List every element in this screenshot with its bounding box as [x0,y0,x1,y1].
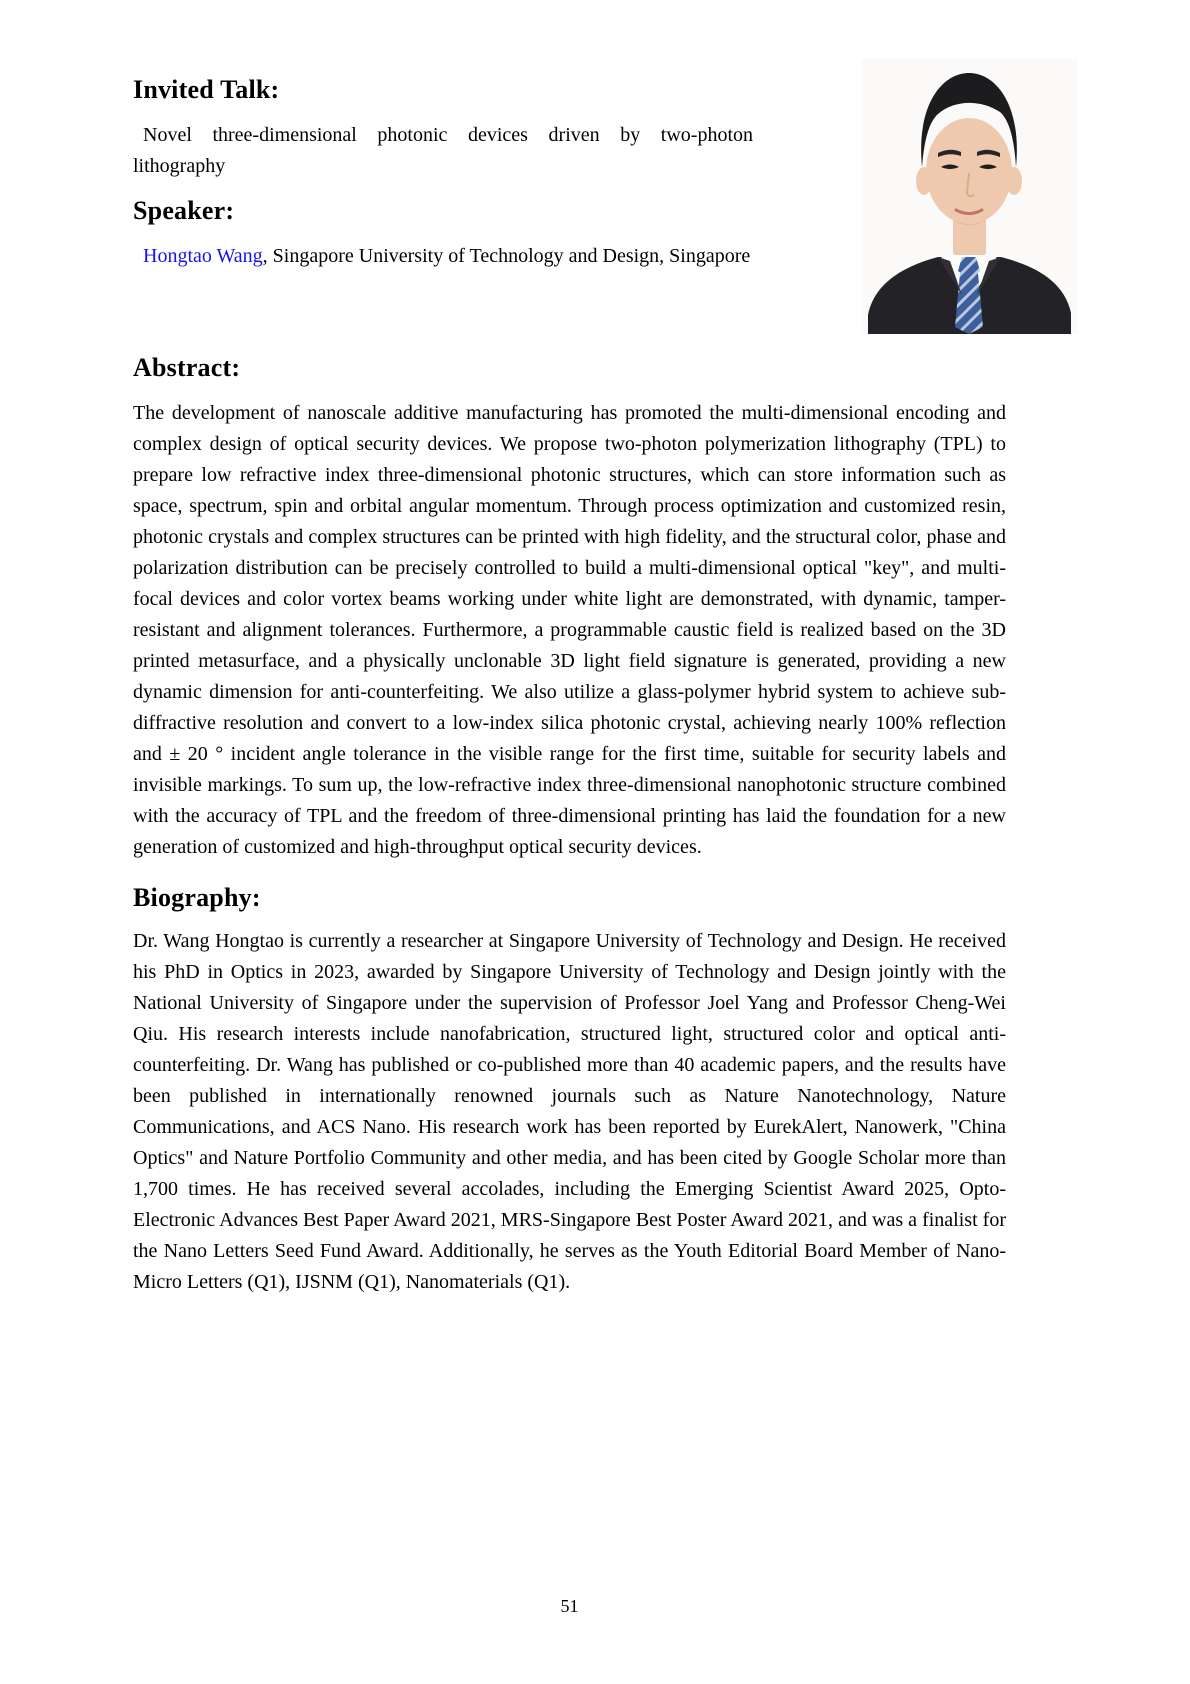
invited-talk-heading: Invited Talk: [133,75,280,104]
talk-title: Novel three-dimensional photonic devices driven by two-photon lithography [133,124,753,177]
speaker-line [133,241,753,272]
face [926,118,1012,224]
tie-body [955,273,983,334]
speaker-portrait-illustration [862,58,1077,335]
speaker-heading: Speaker: [133,196,235,225]
page-number: 51 [560,1596,579,1616]
speaker-affiliation: , Singapore University of Technology and Design, Singapore [262,245,751,267]
biography-text: Dr. Wang Hongtao is currently a researcher at Singapore University of Technology and Design. He received his PhD in Optics in 2023, awarded by Singapore University of Technology and Design jointly with the National University of Singapore under the supervision of Professor Joel Yang and Professor Cheng-Wei Qiu. His research interests include nanofabrication, structured light, structured color and optical anti-counterfeiting. Dr. Wang has published or co-published more than 40 academic papers, and the results have been published in internationally renowned journals such as Nature Nanotechnology, Nature Communications, and ACS Nano. His research work has been reported by EurekAlert, Nanowerk, "China Optics" and Nature Portfolio Community and other media, and has been cited by Google Scholar more than 1,700 times. He has received several accolades, including the Emerging Scientist Award 2025, Opto-Electronic Advances Best Paper Award 2021, MRS-Singapore Best Poster Award 2021, and was a finalist for the Nano Letters Seed Fund Award. Additionally, he serves as the Youth Editorial Board Member of Nano-Micro Letters (Q1), IJSNM (Q1), Nanomaterials (Q1). [133,930,1006,1293]
speaker-photo [862,58,1077,335]
abstract-heading: Abstract: [133,353,241,382]
abstract-text: The development of nanoscale additive manufacturing has promoted the multi-dimensional encoding and complex design of optical security devices. We propose two-photon polymerization lithography (TPL) to prepare low refractive index three-dimensional photonic structures, which can store information such as space, spectrum, spin and orbital angular momentum. Through process optimization and customized resin, photonic crystals and complex structures can be printed with high fidelity, and the structural color, phase and polarization distribution can be precisely controlled to build a multi-dimensional optical "key", and multi-focal devices and color vortex beams working under white light are demonstrated, with dynamic, tamper-resistant and alignment tolerances. Furthermore, a programmable caustic field is realized based on the 3D printed metasurface, and a physically unclonable 3D light field signature is generated, providing a new dynamic dimension for anti-counterfeiting. We also utilize a glass-polymer hybrid system to achieve sub-diffractive resolution and convert to a low-index silica photonic crystal, achieving nearly 100% reflection and ± 20 ° incident angle tolerance in the visible range for the first time, suitable for security labels and invisible markings. To sum up, the low-refractive index three-dimensional nanophotonic structure combined with the accuracy of TPL and the freedom of three-dimensional printing has laid the foundation for a new generation of customized and high-throughput optical security devices. [133,402,1006,858]
speaker-name-link[interactable]: Hongtao Wang [143,245,263,267]
biography-heading: Biography: [133,883,261,912]
